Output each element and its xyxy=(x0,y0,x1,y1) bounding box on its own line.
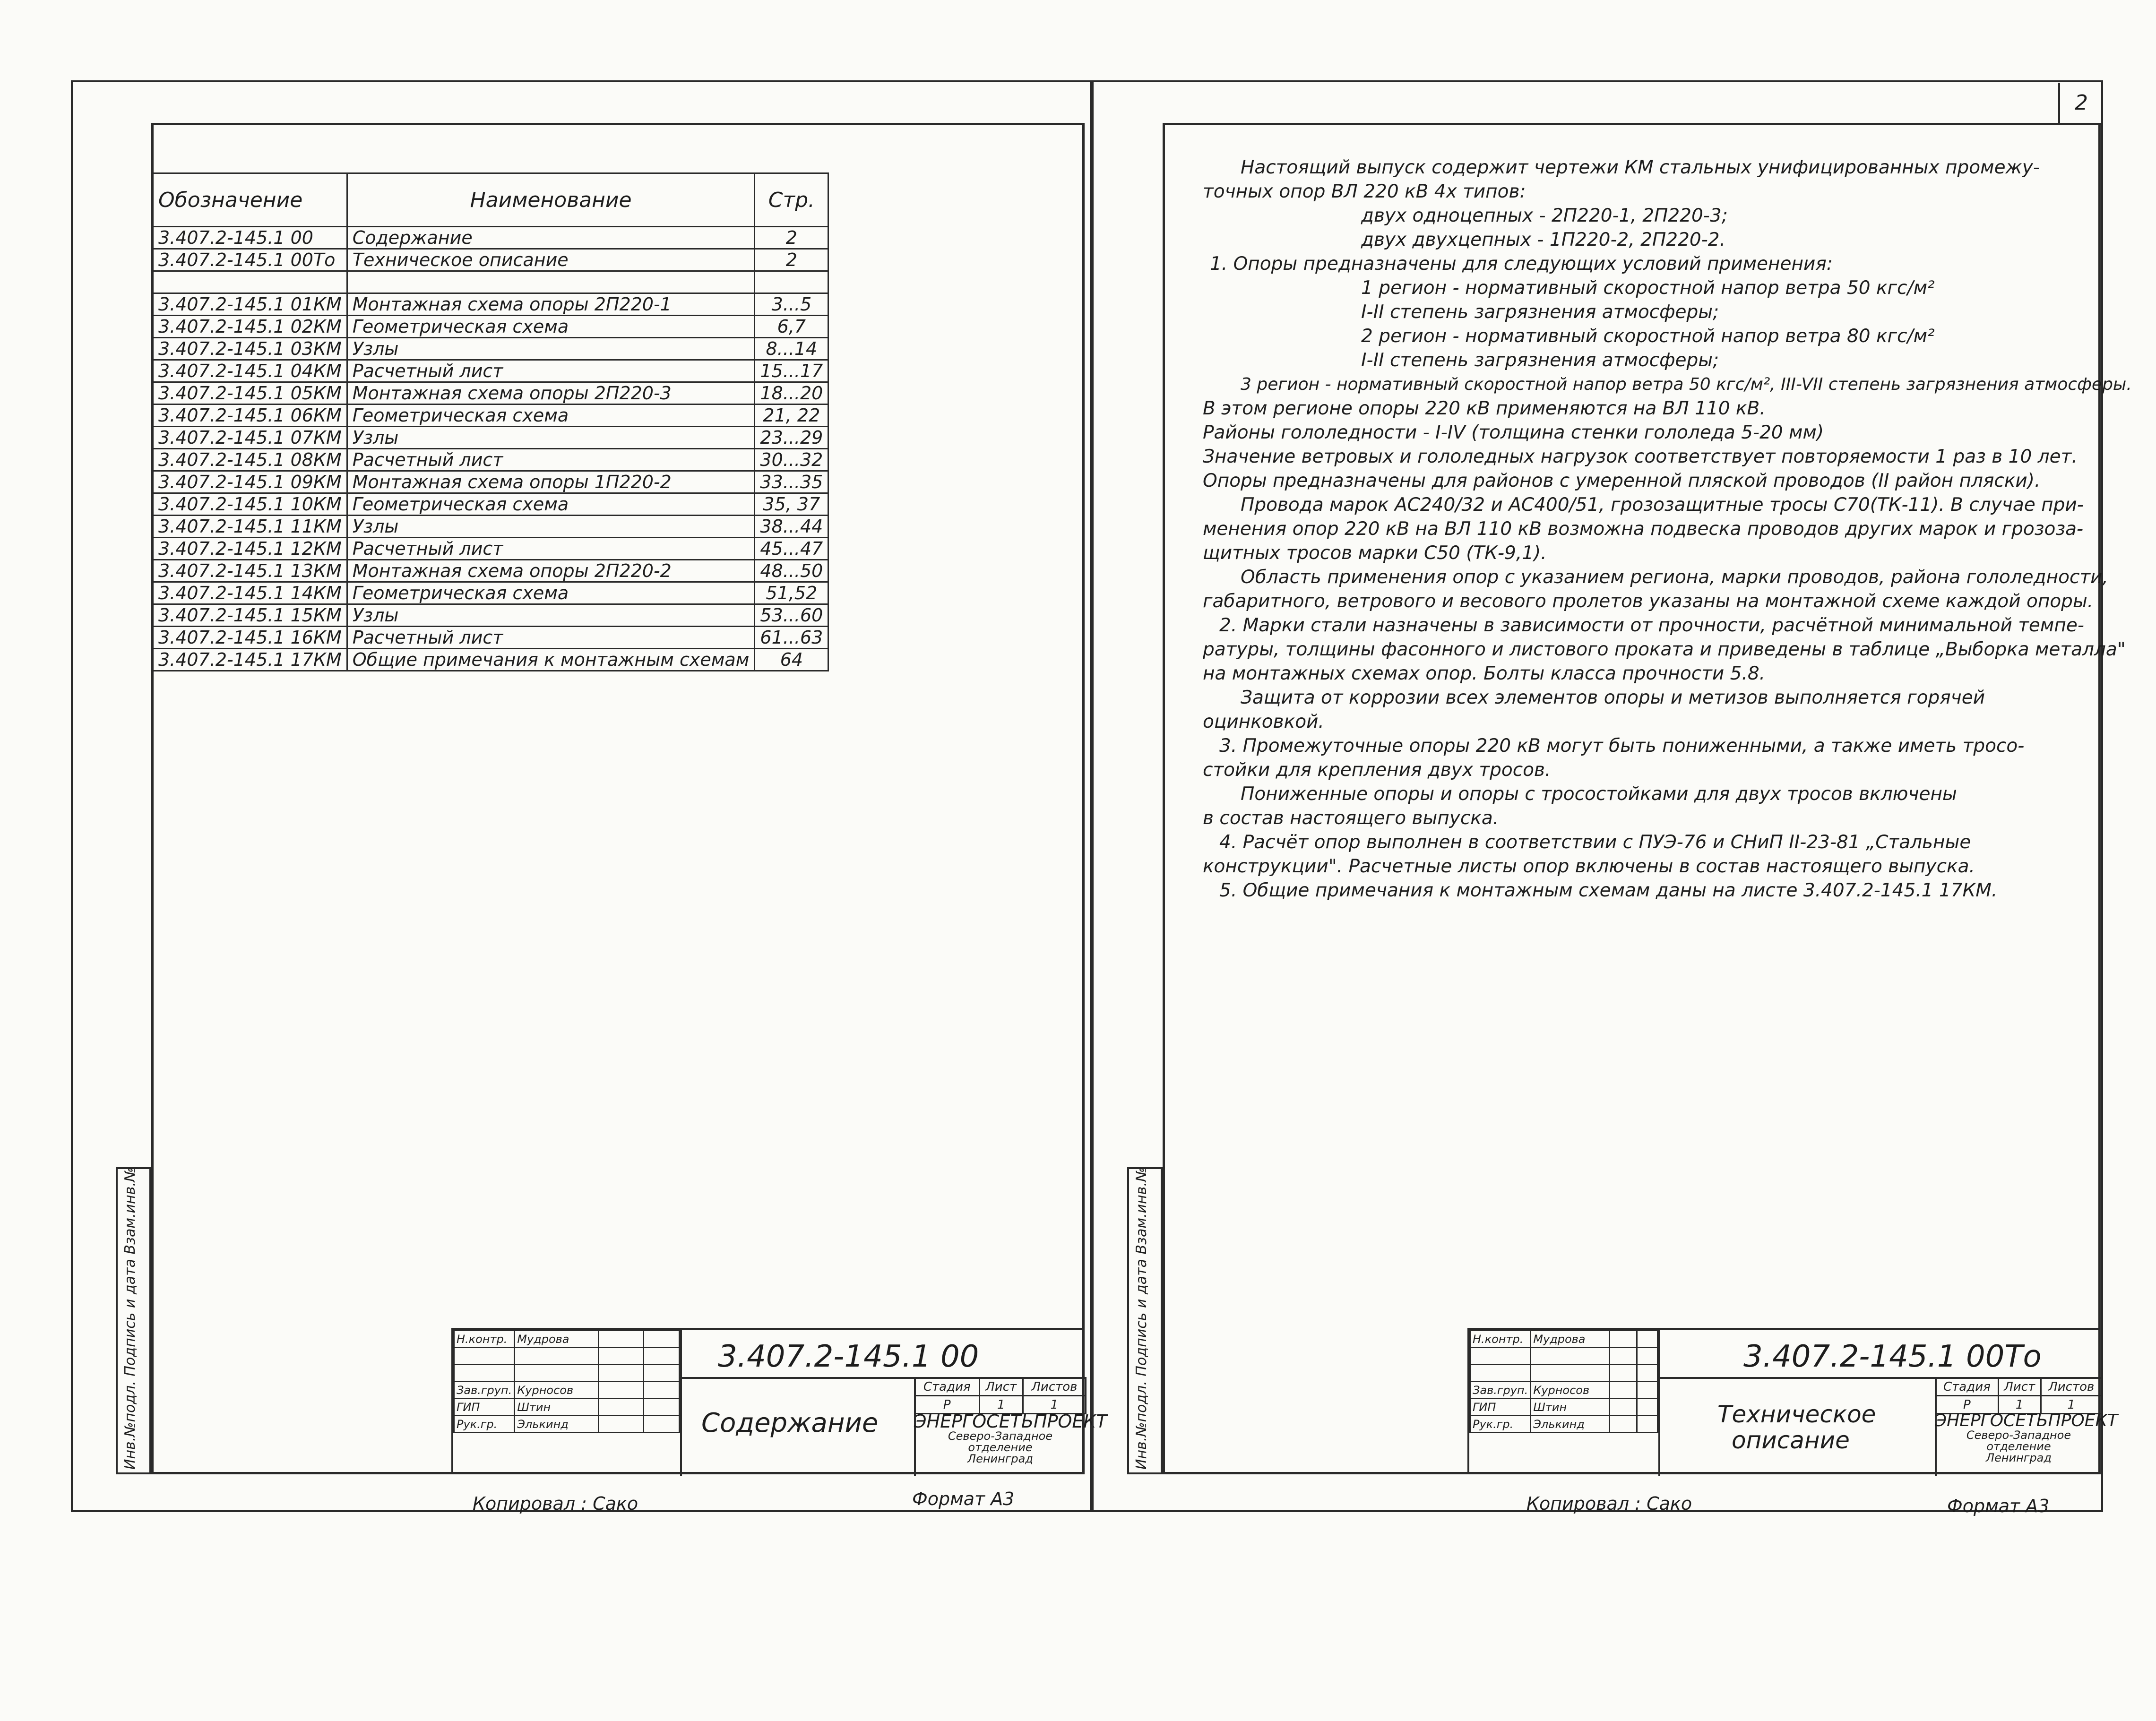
signer-name: Курносов xyxy=(515,1382,598,1399)
body-line: 2 регион - нормативный скоростной напор ветра 80 кгс/м² xyxy=(1361,326,1935,347)
body-line: 1. Опоры предназначены для следующих условий применения: xyxy=(1210,253,1833,275)
cell-name: Общие примечания к монтажным схемам xyxy=(347,649,755,671)
cell-page: 53...60 xyxy=(755,604,828,627)
signer-role: Рук.гр. xyxy=(1470,1416,1531,1433)
left-copied-by: Копировал : Сако xyxy=(473,1493,638,1514)
cell-page: 15...17 xyxy=(755,360,828,382)
cell-name: Узлы xyxy=(347,516,755,538)
body-line: Значение ветровых и гололедных нагрузок соответствует повторяемости 1 раз в 10 лет. xyxy=(1203,446,2078,467)
sheets-header: Листов xyxy=(1023,1378,1086,1396)
signer-row xyxy=(454,1348,680,1365)
right-org-branch: Северо-Западное отделение xyxy=(1966,1428,2071,1453)
date-cell xyxy=(1637,1399,1658,1416)
signer-name xyxy=(1531,1365,1610,1382)
col-header-name: Наименование xyxy=(347,173,755,227)
left-org-block xyxy=(914,1411,1107,1465)
table-row xyxy=(153,227,828,249)
contents-body xyxy=(153,227,828,671)
signer-row xyxy=(454,1365,680,1382)
body-line: в состав настоящего выпуска. xyxy=(1203,808,1499,829)
contents-header-row xyxy=(153,173,828,227)
left-format: Формат А3 xyxy=(912,1489,1015,1509)
right-format: Формат А3 xyxy=(1947,1496,2050,1516)
cell-name: Монтажная схема опоры 2П220-2 xyxy=(347,560,755,582)
signer-row xyxy=(1470,1399,1658,1416)
body-line: Районы гололедности - I-IV (толщина стенки гололеда 5-20 мм) xyxy=(1203,422,1824,443)
table-row xyxy=(153,316,828,338)
signature-cell xyxy=(1610,1416,1637,1433)
table-row xyxy=(153,382,828,404)
signature-cell xyxy=(1610,1348,1637,1365)
table-row xyxy=(153,404,828,427)
table-row xyxy=(153,627,828,649)
table-row xyxy=(153,471,828,493)
cell-designation: 3.407.2-145.1 05КМ xyxy=(153,382,347,404)
table-row xyxy=(153,582,828,604)
cell-name: Монтажная схема опоры 2П220-1 xyxy=(347,293,755,316)
body-line: оцинковкой. xyxy=(1203,711,1324,732)
date-cell xyxy=(1637,1416,1658,1433)
cell-name: Техническое описание xyxy=(347,249,755,271)
date-cell xyxy=(643,1365,679,1382)
table-row xyxy=(153,427,828,449)
body-line: Пониженные опоры и опоры с тросостойками для двух тросов включены xyxy=(1241,783,1957,805)
signature-cell xyxy=(598,1365,643,1382)
cell-designation: 3.407.2-145.1 07КМ xyxy=(153,427,347,449)
signer-role xyxy=(1470,1348,1531,1365)
body-line: двух одноцепных - 2П220-1, 2П220-3; xyxy=(1361,205,1728,226)
cell-page: 2 xyxy=(755,227,828,249)
cell-name: Монтажная схема опоры 1П220-2 xyxy=(347,471,755,493)
body-line: точных опор ВЛ 220 кВ 4х типов: xyxy=(1203,181,1526,202)
left-stage-table xyxy=(914,1377,1087,1414)
left-doc-name: Содержание xyxy=(701,1408,879,1438)
right-org-name: ЭНЕРГОСЕТЬПРОЕКТ xyxy=(1935,1411,2118,1430)
stage-header: Стадия xyxy=(1936,1378,1999,1396)
cell-name: Расчетный лист xyxy=(347,449,755,471)
date-cell xyxy=(1637,1331,1658,1348)
body-line: менения опор 220 кВ на ВЛ 110 кВ возможна подвеска проводов других марок и грозоза- xyxy=(1203,518,2084,540)
sheets-value: 1 xyxy=(1023,1396,1086,1414)
signer-name xyxy=(1531,1348,1610,1365)
left-doc-code: 3.407.2-145.1 00 xyxy=(718,1339,979,1374)
cell-page: 33...35 xyxy=(755,471,828,493)
signer-name: Элькинд xyxy=(1531,1416,1610,1433)
date-cell xyxy=(643,1416,679,1433)
signer-role: ГИП xyxy=(1470,1399,1531,1416)
right-stage-table xyxy=(1935,1377,2103,1414)
cell-page: 6,7 xyxy=(755,316,828,338)
signer-role: Н.контр. xyxy=(1470,1331,1531,1348)
body-line: I-II степень загрязнения атмосферы; xyxy=(1361,301,1719,323)
stage-value: Р xyxy=(1936,1396,1999,1414)
cell-designation: 3.407.2-145.1 08КМ xyxy=(153,449,347,471)
left-org-branch: Северо-Западное отделение xyxy=(948,1429,1053,1454)
signer-role: Рук.гр. xyxy=(454,1416,515,1433)
col-header-page: Стр. xyxy=(755,173,828,227)
signature-cell xyxy=(1610,1331,1637,1348)
body-line: стойки для крепления двух тросов. xyxy=(1203,759,1551,781)
cell-page: 61...63 xyxy=(755,627,828,649)
cell-name: Узлы xyxy=(347,338,755,360)
cell-name: Геометрическая схема xyxy=(347,404,755,427)
cell-designation: 3.407.2-145.1 15КМ xyxy=(153,604,347,627)
left-org-city: Ленинград xyxy=(967,1452,1033,1465)
table-row xyxy=(153,649,828,671)
signer-role: Зав.груп. xyxy=(1470,1382,1531,1399)
cell-designation: 3.407.2-145.1 04КМ xyxy=(153,360,347,382)
date-cell xyxy=(643,1382,679,1399)
right-doc-name-2: описание xyxy=(1732,1427,1850,1454)
col-header-designation: Обозначение xyxy=(153,173,347,227)
cell-page: 38...44 xyxy=(755,516,828,538)
sheet-value: 1 xyxy=(979,1396,1023,1414)
signature-cell xyxy=(598,1348,643,1365)
table-row xyxy=(153,293,828,316)
signer-role: Зав.груп. xyxy=(454,1382,515,1399)
table-row xyxy=(153,360,828,382)
table-row xyxy=(153,604,828,627)
right-org-city: Ленинград xyxy=(1986,1451,2052,1464)
sheet-header: Лист xyxy=(1998,1378,2041,1396)
cell-designation: 3.407.2-145.1 06КМ xyxy=(153,404,347,427)
cell-page: 18...20 xyxy=(755,382,828,404)
sheet-number-box xyxy=(2058,83,2103,125)
body-line: 4. Расчёт опор выполнен в соответствии с ПУЭ-76 и СНиП II-23-81 „Стальные xyxy=(1219,832,1971,853)
body-line: габаритного, ветрового и весового пролетов указаны на монтажной схеме каждой опоры. xyxy=(1203,591,2094,612)
signer-role xyxy=(454,1365,515,1382)
body-line: ратуры, толщины фасонного и листового проката и приведены в таблице „Выборка металла" xyxy=(1203,639,2126,660)
signer-name: Элькинд xyxy=(515,1416,598,1433)
left-signers xyxy=(454,1331,680,1433)
contents-table xyxy=(152,172,829,671)
sheet-header: Лист xyxy=(979,1378,1023,1396)
signature-cell xyxy=(1610,1382,1637,1399)
table-row xyxy=(153,516,828,538)
signer-row xyxy=(454,1382,680,1399)
cell-designation: 3.407.2-145.1 17КМ xyxy=(153,649,347,671)
cell-designation: 3.407.2-145.1 09КМ xyxy=(153,471,347,493)
body-line: В этом регионе опоры 220 кВ применяются на ВЛ 110 кВ. xyxy=(1203,398,1766,419)
cell-page xyxy=(755,271,828,293)
left-org-name: ЭНЕРГОСЕТЬПРОЕКТ xyxy=(914,1411,1107,1432)
cell-designation: 3.407.2-145.1 13КМ xyxy=(153,560,347,582)
signer-row xyxy=(1470,1331,1658,1348)
cell-name: Расчетный лист xyxy=(347,627,755,649)
body-line: 3 регион - нормативный скоростной напор ветра 50 кгс/м², III-VII степень загрязнения атмосферы. xyxy=(1241,375,2132,394)
table-row xyxy=(153,449,828,471)
right-doc-name-1: Техническое xyxy=(1717,1401,1876,1428)
signer-name xyxy=(515,1348,598,1365)
cell-designation: 3.407.2-145.1 01КМ xyxy=(153,293,347,316)
signature-cell xyxy=(1610,1399,1637,1416)
cell-page: 35, 37 xyxy=(755,493,828,516)
signer-name: Мудрова xyxy=(515,1331,598,1348)
stage-header: Стадия xyxy=(915,1378,980,1396)
date-cell xyxy=(1637,1365,1658,1382)
cell-designation xyxy=(153,271,347,293)
signer-row xyxy=(1470,1348,1658,1365)
left-side-label: Инв.№подл. Подпись и дата Взам.инв.№ xyxy=(122,1167,138,1470)
table-row xyxy=(153,338,828,360)
right-signers-grid xyxy=(1469,1330,1658,1433)
left-title-block xyxy=(451,1328,1107,1474)
left-signers-grid xyxy=(453,1330,680,1433)
body-line: 2. Марки стали назначены в зависимости от прочности, расчётной минимальной темпе- xyxy=(1219,615,2084,636)
stage-value: Р xyxy=(915,1396,980,1414)
cell-page: 2 xyxy=(755,249,828,271)
body-line: Защита от коррозии всех элементов опоры и метизов выполняется горячей xyxy=(1241,687,1985,708)
signer-role: ГИП xyxy=(454,1399,515,1416)
signer-role: Н.контр. xyxy=(454,1331,515,1348)
cell-page: 8...14 xyxy=(755,338,828,360)
body-line: на монтажных схемах опор. Болты класса прочности 5.8. xyxy=(1203,663,1766,684)
body-line: конструкции". Расчетные листы опор включены в состав настоящего выпуска. xyxy=(1203,856,1975,877)
sheets-value: 1 xyxy=(2041,1396,2102,1414)
signer-row xyxy=(454,1399,680,1416)
cell-designation: 3.407.2-145.1 11КМ xyxy=(153,516,347,538)
cell-name xyxy=(347,271,755,293)
cell-name: Геометрическая схема xyxy=(347,316,755,338)
cell-designation: 3.407.2-145.1 12КМ xyxy=(153,538,347,560)
body-line: двух двухцепных - 1П220-2, 2П220-2. xyxy=(1361,229,1726,250)
body-line: 5. Общие примечания к монтажным схемам даны на листе 3.407.2-145.1 17КМ. xyxy=(1219,880,1998,901)
right-org-block xyxy=(1935,1411,2118,1464)
signer-name: Штин xyxy=(1531,1399,1610,1416)
signer-role xyxy=(1470,1365,1531,1382)
body-line: Провода марок АС240/32 и АС400/51, грозозащитные тросы С70(ТК-11). В случае при- xyxy=(1241,494,2084,516)
right-title-block xyxy=(1467,1328,2118,1474)
right-copied-by: Копировал : Сако xyxy=(1526,1493,1692,1514)
signer-row xyxy=(1470,1416,1658,1433)
body-line: I-II степень загрязнения атмосферы; xyxy=(1361,350,1719,371)
cell-designation: 3.407.2-145.1 03КМ xyxy=(153,338,347,360)
right-vertical-divider xyxy=(1658,1330,1660,1476)
cell-name: Узлы xyxy=(347,604,755,627)
cell-name: Содержание xyxy=(347,227,755,249)
date-cell xyxy=(643,1348,679,1365)
date-cell xyxy=(643,1399,679,1416)
cell-page: 3...5 xyxy=(755,293,828,316)
cell-designation: 3.407.2-145.1 02КМ xyxy=(153,316,347,338)
date-cell xyxy=(643,1331,679,1348)
date-cell xyxy=(1637,1348,1658,1365)
table-row xyxy=(153,538,828,560)
left-vertical-divider xyxy=(680,1330,682,1476)
cell-designation: 3.407.2-145.1 00То xyxy=(153,249,347,271)
cell-designation: 3.407.2-145.1 00 xyxy=(153,227,347,249)
cell-page: 51,52 xyxy=(755,582,828,604)
signer-name: Мудрова xyxy=(1531,1331,1610,1348)
cell-name: Геометрическая схема xyxy=(347,582,755,604)
signature-cell xyxy=(598,1399,643,1416)
body-line: Настоящий выпуск содержит чертежи КМ стальных унифицированных промежу- xyxy=(1241,157,2040,178)
table-row xyxy=(153,493,828,516)
date-cell xyxy=(1637,1382,1658,1399)
cell-designation: 3.407.2-145.1 16КМ xyxy=(153,627,347,649)
signer-row xyxy=(454,1416,680,1433)
signer-row xyxy=(454,1331,680,1348)
signature-cell xyxy=(1610,1365,1637,1382)
signer-row xyxy=(1470,1382,1658,1399)
signature-cell xyxy=(598,1331,643,1348)
sheet-number: 2 xyxy=(2075,91,2088,115)
right-doc-code: 3.407.2-145.1 00То xyxy=(1743,1339,2042,1374)
right-signers xyxy=(1470,1331,1658,1433)
cell-page: 30...32 xyxy=(755,449,828,471)
body-line: 3. Промежуточные опоры 220 кВ могут быть пониженными, а также иметь тросо- xyxy=(1219,735,2025,757)
cell-page: 64 xyxy=(755,649,828,671)
body-line: щитных тросов марки С50 (ТК-9,1). xyxy=(1203,542,1547,564)
sheet-value: 1 xyxy=(1998,1396,2041,1414)
cell-designation: 3.407.2-145.1 10КМ xyxy=(153,493,347,516)
cell-name: Расчетный лист xyxy=(347,360,755,382)
signer-role xyxy=(454,1348,515,1365)
signer-name xyxy=(515,1365,598,1382)
table-row xyxy=(153,271,828,293)
body-line: 1 регион - нормативный скоростной напор ветра 50 кгс/м² xyxy=(1361,277,1935,299)
signature-cell xyxy=(598,1382,643,1399)
cell-name: Монтажная схема опоры 2П220-3 xyxy=(347,382,755,404)
signer-name: Штин xyxy=(515,1399,598,1416)
cell-page: 48...50 xyxy=(755,560,828,582)
table-row xyxy=(153,560,828,582)
cell-name: Расчетный лист xyxy=(347,538,755,560)
sheets-header: Листов xyxy=(2041,1378,2102,1396)
body-line: Область применения опор с указанием региона, марки проводов, района гололедности, xyxy=(1241,567,2108,588)
cell-name: Узлы xyxy=(347,427,755,449)
body-line: Опоры предназначены для районов с умеренной пляской проводов (II район пляски). xyxy=(1203,470,2041,491)
signer-name: Курносов xyxy=(1531,1382,1610,1399)
cell-page: 21, 22 xyxy=(755,404,828,427)
signer-row xyxy=(1470,1365,1658,1382)
cell-name: Геометрическая схема xyxy=(347,493,755,516)
cell-page: 45...47 xyxy=(755,538,828,560)
cell-designation: 3.407.2-145.1 14КМ xyxy=(153,582,347,604)
right-side-label: Инв.№подл. Подпись и дата Взам.инв.№ xyxy=(1133,1167,1150,1470)
signature-cell xyxy=(598,1416,643,1433)
cell-page: 23...29 xyxy=(755,427,828,449)
table-row xyxy=(153,249,828,271)
